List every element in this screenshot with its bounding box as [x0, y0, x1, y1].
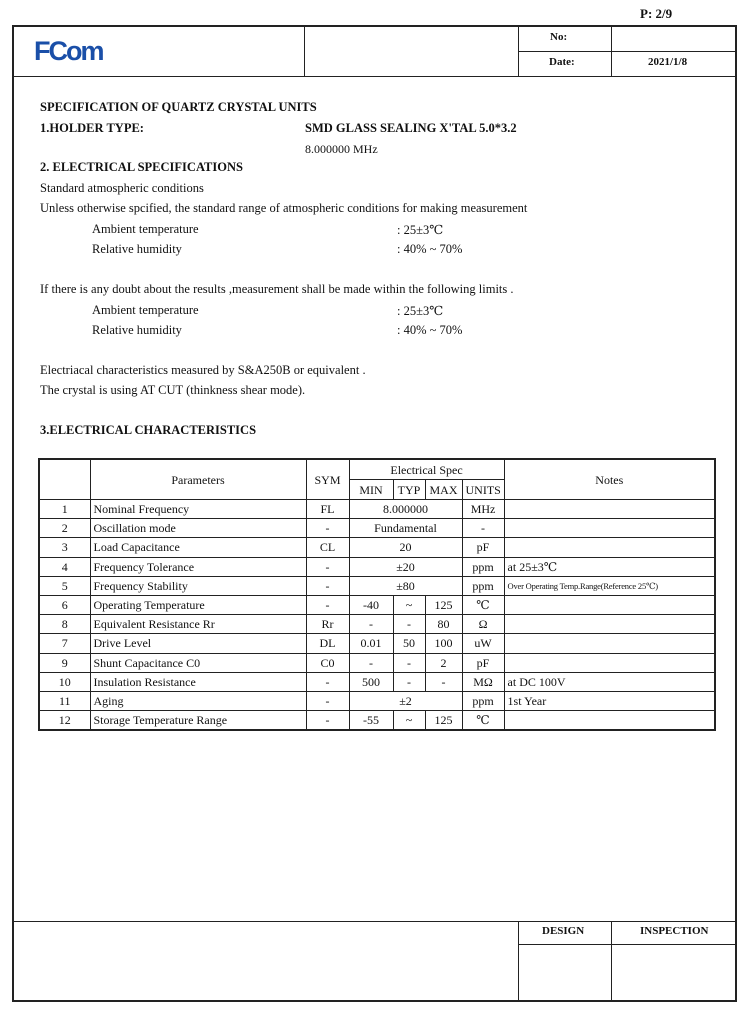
- table-row: [39, 711, 715, 731]
- spec-value-cell: ±20: [349, 557, 462, 576]
- sym-cell: FL: [306, 500, 349, 519]
- spec-value-cell: ±2: [349, 691, 462, 710]
- header-units: UNITS: [462, 480, 504, 500]
- typ-cell: -: [393, 653, 425, 672]
- note-cell: 1st Year: [504, 691, 715, 710]
- min-cell: 500: [349, 672, 393, 691]
- row-number-cell: 3: [39, 538, 90, 557]
- spec-value-cell: Fundamental: [349, 519, 462, 538]
- header-divider: [518, 51, 737, 52]
- header-typ: TYP: [393, 480, 425, 500]
- condition-value: : 40% ~ 70%: [397, 242, 463, 256]
- max-cell: 80: [425, 615, 462, 634]
- parameter-cell: Storage Temperature Range: [90, 711, 306, 731]
- note-cell: [504, 595, 715, 614]
- sym-cell: CL: [306, 538, 349, 557]
- holder-frequency: 8.000000 MHz: [305, 142, 378, 156]
- row-number-cell: 2: [39, 519, 90, 538]
- min-cell: -: [349, 615, 393, 634]
- unit-cell: ℃: [462, 595, 504, 614]
- date-label: Date:: [549, 56, 575, 68]
- sym-cell: Rr: [306, 615, 349, 634]
- row-number-cell: 4: [39, 557, 90, 576]
- condition-label: Ambient temperature: [92, 222, 199, 236]
- parameter-cell: Nominal Frequency: [90, 500, 306, 519]
- max-cell: -: [425, 672, 462, 691]
- holder-type-label: 1.HOLDER TYPE:: [40, 121, 144, 135]
- parameter-cell: Aging: [90, 691, 306, 710]
- parameter-cell: Insulation Resistance: [90, 672, 306, 691]
- sym-cell: -: [306, 691, 349, 710]
- table-row: [39, 691, 715, 710]
- unit-cell: MHz: [462, 500, 504, 519]
- characteristics-heading: 3.ELECTRICAL CHARACTERISTICS: [40, 423, 257, 437]
- footer-divider: [518, 921, 519, 1002]
- standard-range-note: Unless otherwise spcified, the standard range of atmospheric conditions for making measurement: [40, 201, 528, 215]
- table-row: [39, 653, 715, 672]
- footer-top-line: [14, 921, 737, 922]
- header-electrical-spec: Electrical Spec: [349, 459, 504, 480]
- unit-cell: MΩ: [462, 672, 504, 691]
- typ-cell: ~: [393, 595, 425, 614]
- row-number-cell: 1: [39, 500, 90, 519]
- note-cell: at 25±3℃: [504, 557, 715, 576]
- condition-value: : 40% ~ 70%: [397, 323, 463, 337]
- measured-by-note: Electriacal characteristics measured by S&A250B or equivalent .: [40, 363, 366, 377]
- sym-cell: -: [306, 519, 349, 538]
- row-number-cell: 10: [39, 672, 90, 691]
- doubt-note: If there is any doubt about the results ,measurement shall be made within the following limits .: [40, 282, 514, 296]
- table-row: [39, 576, 715, 595]
- row-number-cell: 7: [39, 634, 90, 653]
- note-cell: [504, 519, 715, 538]
- condition-value: : 25±3℃: [397, 304, 444, 318]
- spec-value-cell: 8.000000: [349, 500, 462, 519]
- max-cell: 100: [425, 634, 462, 653]
- row-number-cell: 6: [39, 595, 90, 614]
- holder-type-value: SMD GLASS SEALING X'TAL 5.0*3.2: [305, 121, 517, 135]
- header-notes: Notes: [504, 459, 715, 500]
- note-cell: [504, 711, 715, 731]
- unit-cell: -: [462, 519, 504, 538]
- inspection-label: INSPECTION: [640, 925, 709, 937]
- spec-value-cell: ±80: [349, 576, 462, 595]
- max-cell: 125: [425, 595, 462, 614]
- row-number-cell: 5: [39, 576, 90, 595]
- note-cell: Over Operating Temp.Range(Reference 25℃): [504, 576, 715, 595]
- row-number-cell: 9: [39, 653, 90, 672]
- parameter-cell: Shunt Capacitance C0: [90, 653, 306, 672]
- note-cell: [504, 634, 715, 653]
- unit-cell: pF: [462, 538, 504, 557]
- company-logo: FCom: [34, 36, 103, 66]
- sym-cell: C0: [306, 653, 349, 672]
- max-cell: 125: [425, 711, 462, 731]
- header-min: MIN: [349, 480, 393, 500]
- header-max: MAX: [425, 480, 462, 500]
- sym-cell: -: [306, 576, 349, 595]
- note-cell: [504, 538, 715, 557]
- min-cell: 0.01: [349, 634, 393, 653]
- table-row: [39, 634, 715, 653]
- characteristics-table: [38, 458, 716, 731]
- table-row: [39, 500, 715, 519]
- min-cell: -55: [349, 711, 393, 731]
- sym-cell: -: [306, 672, 349, 691]
- parameter-cell: Frequency Tolerance: [90, 557, 306, 576]
- parameter-cell: Equivalent Resistance Rr: [90, 615, 306, 634]
- condition-label: Relative humidity: [92, 242, 182, 256]
- document-title: SPECIFICATION OF QUARTZ CRYSTAL UNITS: [40, 100, 317, 114]
- parameter-cell: Oscillation mode: [90, 519, 306, 538]
- cut-note: The crystal is using AT CUT (thinkness shear mode).: [40, 383, 306, 397]
- unit-cell: ℃: [462, 711, 504, 731]
- row-number-cell: 8: [39, 615, 90, 634]
- parameter-cell: Frequency Stability: [90, 576, 306, 595]
- unit-cell: ppm: [462, 576, 504, 595]
- header-no-cell: [39, 459, 90, 500]
- sym-cell: -: [306, 595, 349, 614]
- standard-conditions-text: Standard atmospheric conditions: [40, 181, 204, 195]
- condition-label: Ambient temperature: [92, 303, 199, 317]
- header-parameters: Parameters: [90, 459, 306, 500]
- note-cell: [504, 653, 715, 672]
- header-divider: [304, 27, 305, 76]
- note-cell: [504, 615, 715, 634]
- note-cell: at DC 100V: [504, 672, 715, 691]
- footer-divider: [611, 921, 612, 1002]
- typ-cell: 50: [393, 634, 425, 653]
- max-cell: 2: [425, 653, 462, 672]
- min-cell: -: [349, 653, 393, 672]
- characteristics-rows: [39, 500, 715, 731]
- row-number-cell: 12: [39, 711, 90, 731]
- electrical-specs-heading: 2. ELECTRICAL SPECIFICATIONS: [40, 160, 243, 174]
- page-number: P: 2/9: [640, 6, 673, 21]
- header-bottom-line: [14, 76, 737, 77]
- note-cell: [504, 500, 715, 519]
- row-number-cell: 11: [39, 691, 90, 710]
- design-label: DESIGN: [542, 925, 585, 937]
- condition-label: Relative humidity: [92, 323, 182, 337]
- table-row: [39, 615, 715, 634]
- footer-divider: [518, 944, 737, 945]
- sym-cell: -: [306, 711, 349, 731]
- min-cell: -40: [349, 595, 393, 614]
- no-label: No:: [550, 31, 568, 43]
- sym-cell: DL: [306, 634, 349, 653]
- header-sym: SYM: [306, 459, 349, 500]
- unit-cell: Ω: [462, 615, 504, 634]
- typ-cell: -: [393, 672, 425, 691]
- unit-cell: pF: [462, 653, 504, 672]
- table-row: [39, 557, 715, 576]
- unit-cell: ppm: [462, 691, 504, 710]
- table-row: [39, 519, 715, 538]
- parameter-cell: Load Capacitance: [90, 538, 306, 557]
- table-row: [39, 672, 715, 691]
- spec-value-cell: 20: [349, 538, 462, 557]
- table-row: [39, 538, 715, 557]
- date-value: 2021/1/8: [648, 56, 688, 68]
- sym-cell: -: [306, 557, 349, 576]
- condition-value: : 25±3℃: [397, 223, 444, 237]
- table-row: [39, 595, 715, 614]
- parameter-cell: Operating Temperature: [90, 595, 306, 614]
- parameter-cell: Drive Level: [90, 634, 306, 653]
- unit-cell: uW: [462, 634, 504, 653]
- typ-cell: ~: [393, 711, 425, 731]
- typ-cell: -: [393, 615, 425, 634]
- unit-cell: ppm: [462, 557, 504, 576]
